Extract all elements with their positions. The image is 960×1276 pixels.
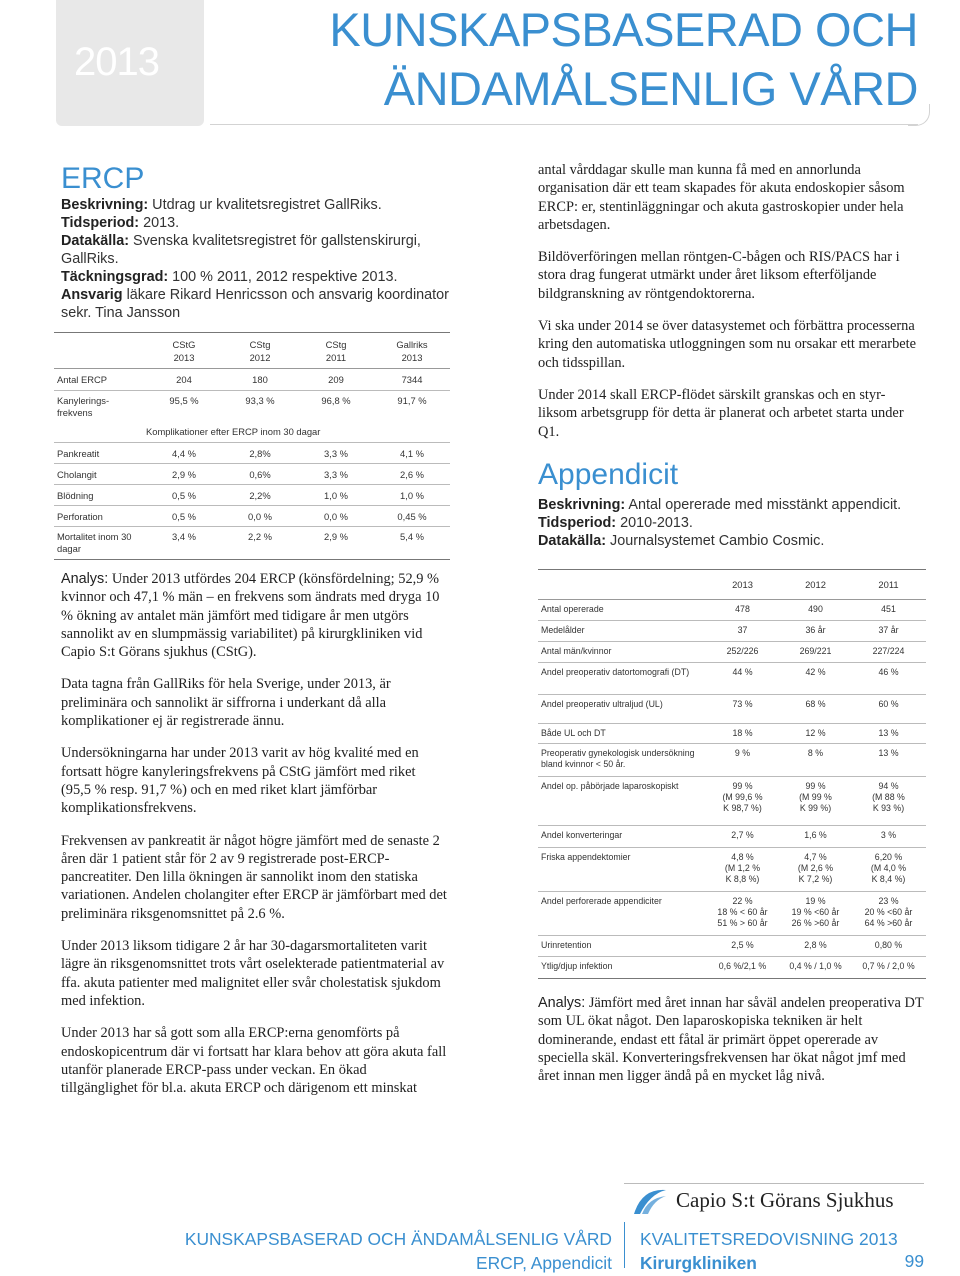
- table-row: Andel perforerade appendiciter 22 % 18 % < 60 år 51 % > 60 år 19 % 19 % <60 år 26 % >60 år 23 % 20 % <60 år 64 % >60 år: [538, 892, 926, 936]
- ercp-heading: ERCP: [61, 162, 145, 195]
- appendicit-col-header: 2013: [732, 579, 753, 590]
- appendicit-col-header: 2011: [878, 579, 899, 590]
- ercp-col-header: CStG 2013: [172, 338, 196, 363]
- footer-left: [185, 1227, 612, 1275]
- table-row: Andel op. påbörjade laparoskopiskt 99 % (M 99,6 % K 98,7 %) 99 % (M 99 % K 99 %) 94 % (M 88 % K 93 %): [538, 777, 926, 826]
- table-row: Medelålder 37 36 år 37 år: [538, 621, 926, 642]
- ercp-info-coverage: Täckningsgrad: 100 % 2011, 2012 respektive 2013.: [61, 269, 398, 285]
- ercp-paragraph: Under 2013 har så gott som alla ERCP:erna genomförts på endoskopicentrum där vi fortsatt har klara behov att göra akuta fall utanför planerade ERCP-pass under veckan. En ökad tillgänglighet för bl.a. akuta ERCP och därigenom ett minskat: [61, 1025, 447, 1097]
- appendicit-section: [538, 458, 924, 550]
- appendicit-table: [538, 569, 926, 979]
- table-row: Ytlig/djup infektion 0,6 %/2,1 % 0,4 % / 1,0 % 0,7 % / 2,0 %: [541, 961, 915, 971]
- ercp-col-header: CStg 2012: [249, 338, 271, 363]
- table-row: Pankreatit 4,4 % 2,8% 3,3 % 4,1 %: [54, 443, 450, 464]
- ercp-paragraph: Data tagna från GallRiks för hela Sverige, under 2013, är preliminära och sannolikt är siffrorna i underkant då alla komplikationer ej är registrerade ännu.: [61, 676, 391, 730]
- ercp-paragraph: Bildöverföringen mellan röntgen-C-bågen och RIS/PACS har i stora drag fungerat utmärkt under året liksom efterföljande bildgranskning av röntgendoktorerna.: [538, 249, 900, 302]
- ercp-paragraph: Under 2014 skall ERCP-flödet särskilt granskas och en styr- liksom arbetsgrupp för detta är planerat och arbetet starta under Q1.: [538, 386, 904, 440]
- footer-divider: [624, 1222, 625, 1268]
- appendicit-info: [538, 496, 924, 550]
- ercp-body-right: [538, 161, 924, 455]
- table-row: Urinretention 2,5 % 2,8 % 0,80 %: [538, 936, 926, 957]
- table-row: Kanylerings- frekvens 95,5 % 93,3 % 96,8 % 91,7 %: [57, 395, 427, 418]
- ercp-table: [54, 332, 450, 560]
- ercp-info-description: Beskrivning: Utdrag ur kvalitetsregistret GallRiks.: [61, 197, 382, 213]
- table-row: Andel preoperativ ultraljud (UL) 73 % 68 % 60 %: [538, 695, 926, 724]
- ercp-body-left: [61, 570, 447, 1111]
- page-number: 99: [904, 1251, 924, 1271]
- ercp-info-period: Tidsperiod: 2013.: [61, 215, 180, 231]
- title-divider: [210, 124, 918, 125]
- appendicit-heading: Appendicit: [538, 458, 679, 491]
- ercp-complications-subheader: Komplikationer efter ERCP inom 30 dagar: [54, 421, 450, 443]
- table-row: Preoperativ gynekologisk undersökning bland kvinnor < 50 år. 9 % 8 % 13 %: [538, 744, 926, 777]
- year-box: [56, 0, 204, 126]
- page-title-line-1: KUNSKAPSBASERAD OCH: [329, 3, 918, 56]
- table-row: Cholangit 2,9 % 0,6% 3,3 % 2,6 %: [54, 464, 450, 485]
- ercp-info: [61, 196, 451, 322]
- ercp-col-header: Gallriks 2013: [396, 338, 428, 363]
- footer-department: Kirurgkliniken: [640, 1253, 757, 1273]
- capio-logo: [632, 1184, 894, 1216]
- title-divider-corner: [908, 104, 930, 126]
- ercp-paragraph: Vi ska under 2014 se över datasystemet och förbättra processerna kring den automatiska utloggningen som nu orsakar ett merarbete och tidsspillan.: [538, 318, 917, 371]
- table-row: Mortalitet inom 30 dagar 3,4 % 2,2 % 2,9 % 5,4 %: [57, 531, 424, 554]
- table-row: Både UL och DT 18 % 12 % 13 %: [538, 724, 926, 744]
- capio-logo-text: Capio S:t Görans Sjukhus: [676, 1187, 894, 1212]
- page-title-line-2: ÄNDAMÅLSENLIG VÅRD: [383, 62, 918, 115]
- ercp-col-header: CStg 2011: [325, 338, 347, 363]
- ercp-info-responsible: Ansvarig läkare Rikard Henricsson och ansvarig koordinator sekr. Tina Jansson: [61, 287, 449, 321]
- appendicit-info-period: Tidsperiod: 2010-2013.: [538, 515, 693, 531]
- ercp-paragraph: Undersökningarna har under 2013 varit av hög kvalité med en fortsatt högre kanyleringsfrekvens på CStG jämfört med riket (95,5 % resp. 91,7 %) och en med riket klart jämförbar komplikationsfrekvens.: [61, 745, 419, 817]
- ercp-analysis-paragraph: Analys: Under 2013 utfördes 204 ERCP (könsfördelning; 52,9 % kvinnor och 47,1 % män – en frekvens som ändrats med dryga 10 % ökning av antalet män jämfört med tidigare år men utgörs sannolikt av en slumpmässig variabilitet) på kirurgkliniken vid Capio S:t Görans sjukhus (CStG).: [61, 571, 440, 661]
- table-row: Blödning 0,5 % 2,2% 1,0 % 1,0 %: [54, 485, 450, 506]
- table-row: Antal ERCP 204 180 209 7344: [54, 369, 450, 391]
- table-row: Antal opererade 478 490 451: [538, 600, 926, 621]
- appendicit-col-header: 2012: [805, 579, 826, 590]
- footer-report-name: KVALITETSREDOVISNING 2013: [640, 1229, 898, 1249]
- table-row: Perforation 0,5 % 0,0 % 0,0 % 0,45 %: [54, 506, 450, 527]
- ercp-info-source: Datakälla: Svenska kvalitetsregistret för gallstenskirurgi, GallRiks.: [61, 233, 421, 267]
- table-row: Friska appendektomier 4,8 % (M 1,2 % K 8,8 %) 4,7 % (M 2,6 % K 7,2 %) 6,20 % (M 4,0 % K 8,4 %): [538, 848, 926, 892]
- appendicit-info-source: Datakälla: Journalsystemet Cambio Cosmic.: [538, 533, 825, 549]
- ercp-table-header: [54, 333, 450, 369]
- capio-logo-icon: [632, 1184, 670, 1216]
- footer-report-title: KUNSKAPSBASERAD OCH ÄNDAMÅLSENLIG VÅRD: [184, 1229, 612, 1249]
- ercp-paragraph: Frekvensen av pankreatit är något högre jämfört med de senaste 2 åren där 1 patient står för 2 av 9 registrerade post-ERCP-pancreatiter. Den lilla ökningen är sannolikt inom den statiska variationen. Andelen cholangiter efter ERCP är jämförbart med det preliminära riksgenomsnittet på 2.6 %.: [61, 832, 447, 922]
- ercp-section: [61, 162, 451, 322]
- ercp-paragraph: Under 2013 liksom tidigare 2 år har 30-dagarsmortaliteten varit lägre än riksgenomsnittet trots vårt oselekterade patientmaterial av ffa. akuta patienter med malignitet eller svår cholestatisk sjukdom med infektion.: [61, 938, 445, 1009]
- footer-section-names: ERCP, Appendicit: [476, 1253, 612, 1273]
- footer-right: [640, 1227, 898, 1275]
- table-row: Antal män/kvinnor 252/226 269/221 227/224: [538, 642, 926, 663]
- appendicit-info-description: Beskrivning: Antal opererade med misstänkt appendicit.: [538, 497, 902, 513]
- page-title: [329, 0, 918, 118]
- ercp-paragraph: antal vårddagar skulle man kunna få med en annorlunda organisation där ett team skapades för akuta endoskopier såsom ERCP: er, stentinläggningar och akuta gastroskopier under hela arbetsdagen.: [538, 162, 905, 233]
- appendicit-table-header: [538, 570, 926, 600]
- table-row: Andel konverteringar 2,7 % 1,6 % 3 %: [538, 826, 926, 848]
- year-label: 2013: [74, 40, 159, 84]
- appendicit-analysis: Analys: Jämfört med året innan har såväl andelen preoperativa DT som UL ökat något. Den laparoskopiska tekniken är helt dominerande, endast ett fåtal är primärt öppet opererade av speciella skäl. Konverteringsfrekvensen har ökat något jmf med året innan men ligger ändå på en mycket låg nivå.: [538, 995, 924, 1085]
- table-row: Andel preoperativ datortomografi (DT) 44 % 42 % 46 %: [538, 663, 926, 695]
